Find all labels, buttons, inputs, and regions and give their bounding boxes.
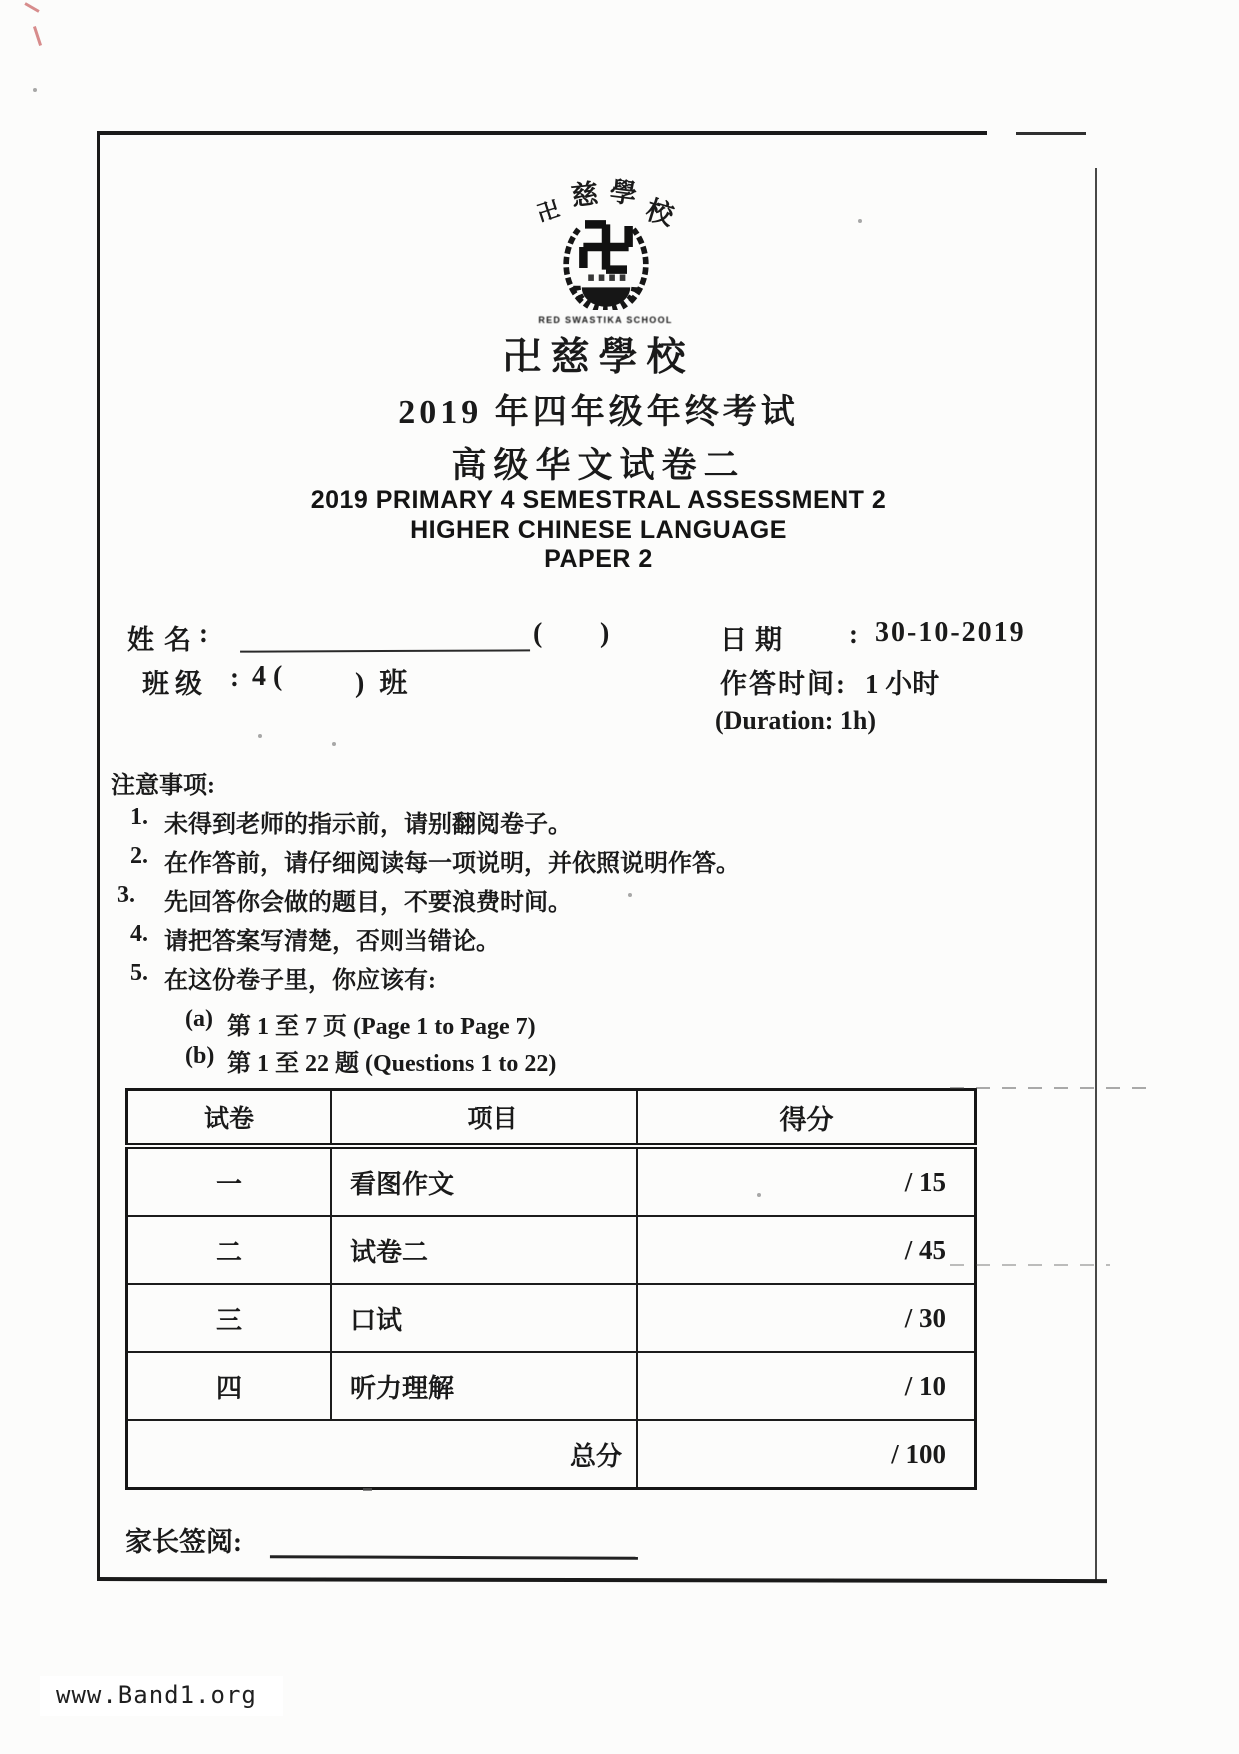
school-crest [511, 171, 701, 331]
paper-number-cell: 一 [127, 1146, 332, 1216]
class-label: 班级 [142, 669, 208, 699]
school-name-cn: 卍慈學校 [502, 336, 695, 379]
instructions-section [111, 765, 1051, 1080]
instruction-text: 未得到老师的指示前，请别翻阅卷子。 [164, 812, 572, 838]
swastika-icon [583, 224, 628, 269]
score-cell: / 15 [637, 1146, 976, 1216]
col-header-score: 得分 [637, 1090, 976, 1147]
instruction-subitem [111, 1006, 1051, 1043]
date-label: 日期 [720, 625, 790, 655]
exam-cover-content [97, 128, 1100, 1582]
scan-artifact-dashes [950, 1087, 1150, 1089]
instructions-heading: 注意事项: [111, 773, 215, 799]
scan-artifact-dot [33, 88, 37, 92]
instruction-text: 先回答你会做的题目，不要浪费时间。 [164, 890, 572, 916]
total-row [127, 1420, 976, 1489]
col-header-item: 项目 [331, 1090, 637, 1147]
crest-arch-char: 慈 [569, 178, 600, 212]
instruction-number: 2. [130, 843, 148, 869]
instruction-text: 请把答案写清楚，否则当错论。 [164, 929, 500, 955]
subject-title-en: HIGHER CHINESE LANGUAGE [410, 516, 787, 544]
instruction-number: 3. [117, 882, 135, 908]
instruction-text: 第 1 至 22 题 (Questions 1 to 22) [227, 1051, 557, 1077]
class-colon: : [230, 662, 239, 692]
paper-number-cell: 四 [127, 1352, 332, 1420]
instruction-item [111, 921, 1051, 960]
instruction-text: 在作答前，请仔细阅读每一项说明，并依照说明作答。 [164, 851, 740, 877]
scan-artifact-dot [332, 742, 336, 746]
exam-title-cn: 2019 年四年级年终考试 [398, 394, 799, 431]
parent-sign-label: 家长签阅: [125, 1527, 242, 1557]
score-cell: / 10 [637, 1352, 976, 1420]
crest-caption: RED SWASTIKA SCHOOL [538, 315, 673, 325]
duration-value: 1 小时 [865, 669, 940, 699]
scan-artifact-dashes [950, 1264, 1110, 1266]
total-score-cell: / 100 [637, 1420, 976, 1489]
table-row [127, 1146, 976, 1216]
exam-title-en: 2019 PRIMARY 4 SEMESTRAL ASSESSMENT 2 [310, 486, 887, 514]
total-label-cell: 总分 [127, 1420, 638, 1489]
instruction-item [111, 843, 1051, 882]
table-row [127, 1284, 976, 1352]
crest-arch-char: 學 [607, 176, 638, 210]
class-blank-close: ) 班 [355, 668, 412, 699]
item-cell: 听力理解 [331, 1352, 637, 1420]
paper-number-cell: 三 [127, 1284, 332, 1352]
crest-motto-marks [588, 274, 625, 280]
crest-arch-char: 卍 [533, 196, 563, 227]
instruction-item [111, 882, 1051, 921]
class-level-paren: 4 ( [252, 661, 283, 692]
scan-artifact-dash [363, 1488, 372, 1491]
paper-number-en: PAPER 2 [544, 545, 653, 573]
item-cell: 看图作文 [331, 1146, 637, 1216]
instruction-number: 4. [130, 921, 148, 947]
col-header-paper: 试卷 [127, 1090, 332, 1147]
instruction-subitem [111, 1043, 1051, 1080]
table-row [127, 1216, 976, 1284]
instruction-subnumber: (a) [185, 1006, 213, 1032]
score-table [125, 1088, 977, 1490]
name-blank-field [240, 621, 530, 652]
instruction-number: 5. [130, 960, 148, 986]
index-paren-open: ( [533, 618, 543, 649]
instruction-text: 在这份卷子里，你应该有: [164, 968, 436, 994]
red-pen-mark [33, 26, 42, 46]
crest-arch-char: 校 [641, 194, 677, 232]
parent-signature-row [125, 1520, 638, 1559]
swastika-emblem-icon [550, 205, 662, 310]
score-cell: / 45 [637, 1216, 976, 1284]
date-colon: : [849, 619, 858, 649]
instruction-subnumber: (b) [185, 1043, 215, 1069]
date-value: 30-10-2019 [875, 617, 1026, 648]
table-row [127, 1352, 976, 1420]
instruction-item [111, 960, 1051, 999]
score-cell: / 30 [637, 1284, 976, 1352]
instruction-item [111, 804, 1051, 843]
parent-signature-blank [270, 1525, 638, 1560]
scan-artifact-dot [858, 219, 862, 223]
name-label: 姓名 [127, 625, 201, 655]
item-cell: 试卷二 [331, 1216, 637, 1284]
duration-label: 作答时间: [720, 669, 847, 699]
name-colon: : [199, 618, 208, 648]
watermark: www.Band1.org [40, 1676, 283, 1716]
scan-artifact-dot [757, 1193, 761, 1197]
paper-number-cell: 二 [127, 1216, 332, 1284]
red-pen-mark [24, 2, 39, 13]
paper-title-cn: 高级华文试卷二 [451, 446, 746, 485]
item-cell: 口试 [331, 1284, 637, 1352]
score-table-header-row [127, 1090, 976, 1147]
scan-artifact-dot [258, 734, 262, 738]
instruction-text: 第 1 至 7 页 (Page 1 to Page 7) [227, 1014, 536, 1040]
index-paren-close: ) [600, 618, 610, 649]
duration-en: (Duration: 1h) [715, 706, 877, 735]
scan-artifact-dot [628, 893, 632, 897]
instruction-number: 1. [130, 804, 148, 830]
